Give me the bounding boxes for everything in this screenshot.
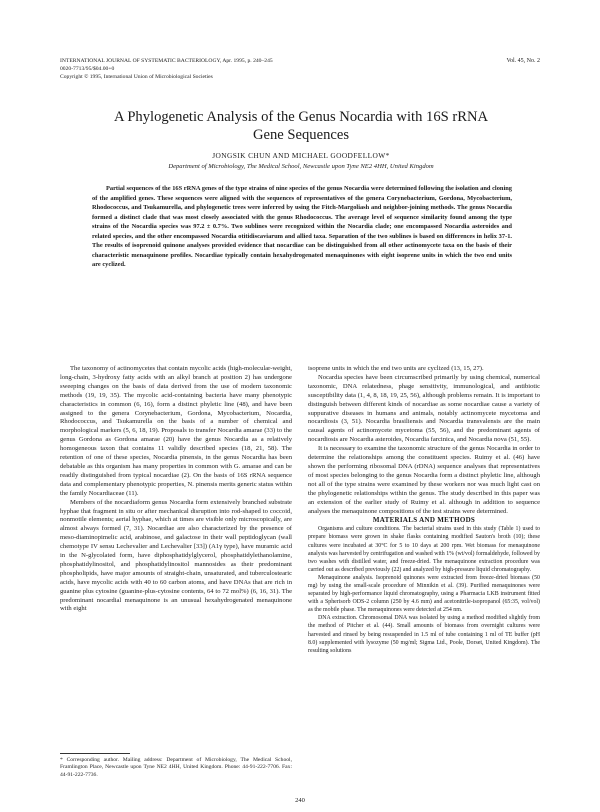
body-paragraph: Members of the nocardiaform genus Nocardia form extensively branched substrate hyphae that fragment in situ or after mechanical disruption into rod-shaped to coccoid, nonmotile elements; aerial hyphae, which at times are visible only microscopically, are almost always formed (7, 31). Nocardiae are also characterized by the presence of meso-diaminopimelic acid, arabinose, and galactose in their wall peptidoglycan (wall chemotype IV sensu Lechevalier and Lechevalier [33]) (A1γ type), have muramic acid in the N-glycolated form, have diphosphatidylglycerol, phosphatidylethanolamine, phosphatidylinositol, and phosphatidylinositol mannosides as their predominant phospholipids, have major amounts of straight-chain, unsaturated, and tuberculostearic acids, have mycolic acids with 40 to 60 carbon atoms, and have DNAs that are rich in guanine plus cytosine (guanine-plus-cytosine contents, 64 to 72 mol%) (6, 16, 31). The predominant nocardial menaquinone is an unusual hexahydrogenated menaquinone with eight xyxy=(60,498,292,613)
methods-paragraph: Menaquinone analysis. Isoprenoid quinones were extracted from freeze-dried biomass (50 mg) by using the small-scale procedure of Minnikin et al. (39). Purified menaquinones were separated by high-performance liquid chromatography, using a Pharmacia LKB instrument fitted with a Spherisorb ODS-2 column (250 by 4.6 mm) and acetonitrile-isopropanol (65:35, vol/vol) as the mobile phase. The menaquinones were detected at 254 nm. xyxy=(308,574,540,614)
footnote-divider xyxy=(60,753,130,754)
author-list: JONGSIK CHUN AND MICHAEL GOODFELLOW* xyxy=(212,151,390,160)
title-line-2: Gene Sequences xyxy=(252,127,350,143)
methods-section xyxy=(308,525,540,655)
methods-paragraph: DNA extraction. Chromosomal DNA was isolated by using a method modified slightly from the method of Pitcher et al. (44). Small amounts of biomass from overnight cultures were harvested and rinsed by being resuspended in 1.5 ml of tube containing 1 ml of TE buffer (pH 8.0) supplemented with lysozyme (50 mg/ml; Sigma Ltd., Poole, Dorset, United Kingdom). The resulting solutions xyxy=(308,615,540,654)
abstract-text: Partial sequences of the 16S rRNA genes of the type strains of nine species of the genus Nocardia were determined following the isolation and cloning of the amplified genes. These sequences were aligned with the sequences of representatives of the genera Corynebacterium, Gordona, Mycobacterium, Rhodococcus, and Tsukamurella, and phylogenetic trees were inferred by using the Fitch-Margoliash and neighbor-joining methods. The genus Nocardia formed a distinct clade that was most closely associated with the genus Rhodococcus. The average level of sequence similarity found among the type strains of the Nocardia species was 97.2 ± 0.7%. Two sublines were recognized within the Nocardia clade; one encompassed Nocardia asteroides and related species, and the other encompassed Nocardia otitidiscaviarum and allied taxa. Separation of the two sublines is based on differences in helix 37-1. The results of isoprenoid quinone analyses provided evidence that nocardiae can be distinguished from all other actinomycete taxa on the basis of their characteristic menaquinone profiles. Nocardiae typically contain hexahydrogenated menaquinones with eight isoprene units in which the two end units are cyclized. xyxy=(92,185,512,268)
page-number: 240 xyxy=(295,797,305,804)
corresponding-author-footnote: * Corresponding author. Mailing address: Department of Microbiology, The Medical School, Framlington Place, Newcastle upon Tyne NE2 4HH, United Kingdom. Phone: 44-91-222-7706. Fax: 44-91-222-7736. xyxy=(60,757,292,778)
journal-line: INTERNATIONAL JOURNAL OF SYSTEMATIC BACTERIOLOGY, Apr. 1995, p. 240–245 xyxy=(60,58,273,64)
volume-issue: Vol. 45, No. 2 xyxy=(506,58,540,64)
journal-header xyxy=(60,58,273,81)
abstract xyxy=(92,184,512,270)
title-line-1: A Phylogenetic Analysis of the Genus Nocardia with 16S rRNA xyxy=(113,109,489,125)
copyright-line: Copyright © 1995, International Union of Microbiological Societies xyxy=(60,73,213,80)
body-column-left xyxy=(60,365,292,614)
methods-paragraph: Organisms and culture conditions. The bacterial strains used in this study (Table 1) used to prepare biomass were grown in shake flasks containing modified Sauton's broth (10); these cultures were incubated at 30°C for 5 to 10 days at 200 rpm. Wet biomass for menaquinone analysis was harvested by centrifugation and washed with 1% (wt/vol) formaldehyde, followed by two washes with distilled water, and freeze-dried. The menaquinone extraction procedure was carried out as described previously (22) and analyzed by high-pressure liquid chromatography. xyxy=(308,526,540,573)
body-paragraph: The taxonomy of actinomycetes that contain mycolic acids (high-molecular-weight, long-chain, 3-hydroxy fatty acids with an alkyl branch at position 2) has undergone sweeping changes on the basis of data derived from the use of modern taxonomic methods (19, 19, 35). The mycolic acid-containing bacteria have many phenotypic characteristics in common (6, 16), form a distinct phyletic line (48), and have been assigned to the genera Corynebacterium, Gordona, Mycobacterium, Nocardia, Rhodococcus, and Tsukamurella on the basis of a number of chemical and morphological markers (5, 6, 18, 19). Proposals to transfer Nocardia amarae (33) to the genus Gordona as Gordona amarae (20) have the genus Nocardia as a relatively homogeneous taxon that contains 11 validly described species (18, 21, 58). The retention of one of these species, Nocardia pinensis, in the genus Nocardia has been debatable as this organism has many properties in common with G. amarae and can be readily distinguished from typical nocardiae (2). On the basis of 16S rRNA sequence data and complementary phenotypic properties, N. pinensis merits generic status within the family Nocardiaceae (11). xyxy=(60,365,292,497)
body-paragraph: isoprene units in which the end two units are cyclized (13, 15, 27). xyxy=(308,365,484,372)
section-heading: MATERIALS AND METHODS xyxy=(372,516,476,525)
body-paragraph: Nocardia species have been circumscribed primarily by using chemical, numerical taxonomic, DNA relatedness, phage sensitivity, immunological, and antibiotic susceptibility data (1, 4, 8, 18, 19, 25, 56), although problems remain. It is important to distinguish between different kinds of nocardiae as some nocardiae cause a variety of suppurative diseases in humans and animals, notably actinomycete mycetoma and nocardiosis (3, 51). Nocardia brasiliensis and Nocardia transvalensis are the main causal agents of actinomycete mycetoma (55, 56), and the predominant agents of nocardiosis are Nocardia asteroides, Nocardia farcinica, and Nocardia nova (51, 55). xyxy=(308,373,540,444)
body-paragraph: It is necessary to examine the taxonomic structure of the genus Nocardia in order to determine the relationships among the constituent species. Ruimy et al. (46) have shown the performing ribosomal DNA (rDNA) sequence analyses that representatives of most species belonging to the genus Nocardia form a distinct phyletic line, although not all of the type strains were examined by these workers nor was much light cast on the phylogenetic relationships within the genus. The study described in this paper was an extension of the earlier study of Ruimy et al. although in addition to sequence analyses the menaquinone compositions of the test strains were determined. xyxy=(308,445,540,515)
body-column-right xyxy=(308,365,540,655)
author-affiliation: Department of Microbiology, The Medical School, Newcastle upon Tyne NE2 4HH, United Kingdom xyxy=(168,163,434,170)
article-title xyxy=(60,108,542,144)
issn-line: 0020-7713/95/$04.00+0 xyxy=(60,65,115,72)
